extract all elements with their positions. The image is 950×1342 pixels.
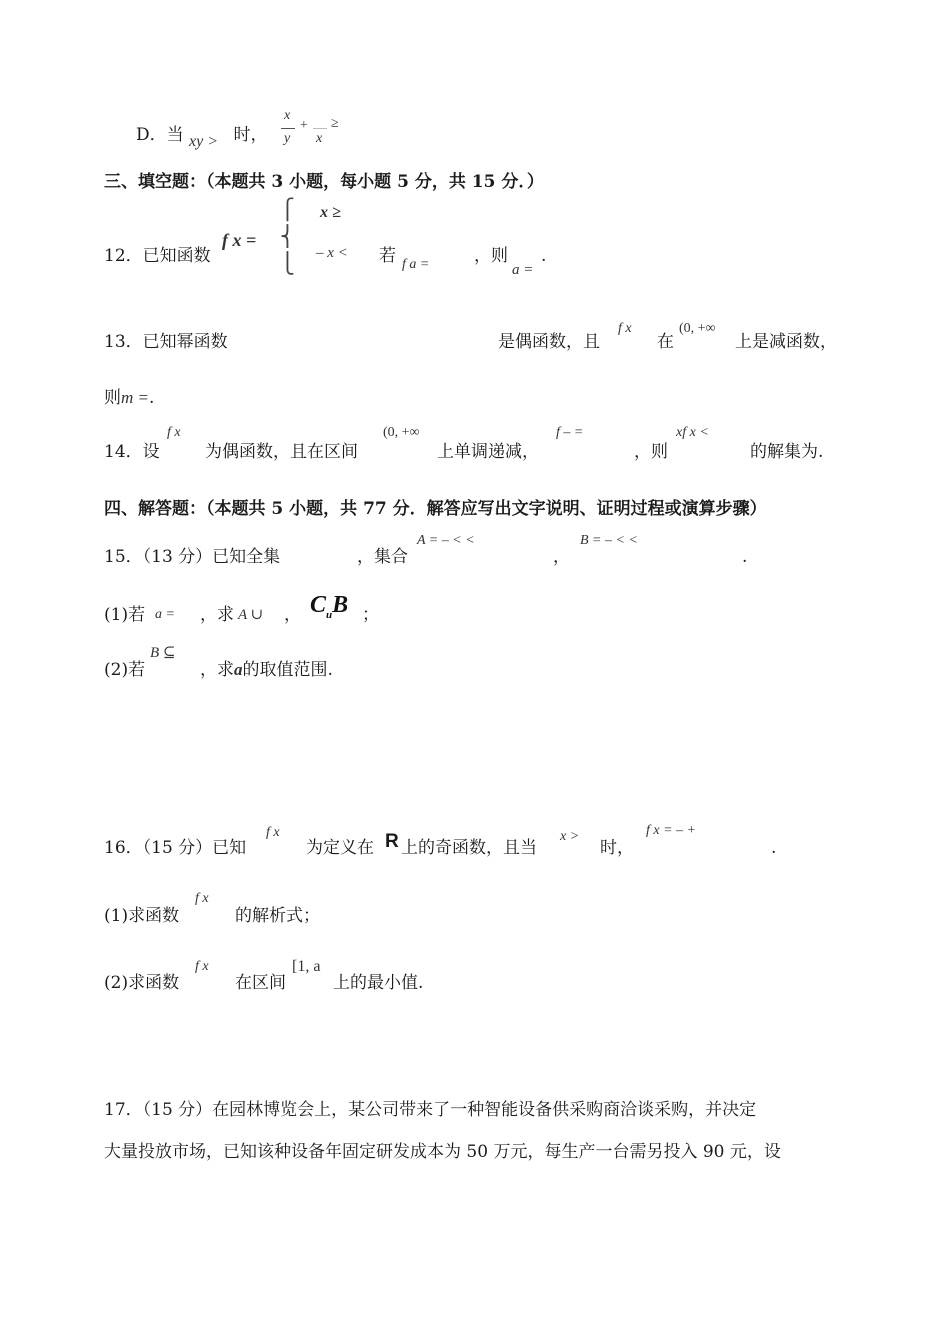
q12-prefix: 12．已知函数 — [104, 246, 211, 266]
q15-setA-label: ，集合 — [357, 547, 408, 567]
q16-p2-suffix: 上的最小值. — [333, 973, 424, 993]
q16-cond: x > — [560, 829, 580, 844]
q16-p2-prefix: (2)求函数 — [104, 973, 180, 993]
option-d-frac-bar — [281, 128, 295, 129]
option-d-frac2-bar — [313, 128, 327, 129]
q15-part1 — [104, 602, 145, 628]
q16-R: R — [385, 831, 399, 852]
q13-in: 在 — [657, 332, 674, 352]
q14-mid2: 上单调递减， — [437, 442, 539, 462]
q15-p2-prefix: (2)若 — [104, 660, 146, 680]
q16-p2-fx: f x — [195, 959, 209, 974]
q15-cub-c: C — [310, 592, 327, 618]
option-d-mid: 时， — [233, 125, 268, 145]
q13-end: . — [149, 388, 155, 408]
q13-fx: f x — [618, 321, 632, 336]
q15-p2-suffix: 的取值范围. — [242, 660, 333, 680]
q15-p1-end: ； — [362, 605, 379, 625]
q16-prefix: 16．（15 分）已知 — [104, 838, 247, 858]
q15-p1-union: A ∪ — [238, 607, 264, 623]
q15-setA: A = – < < — [417, 533, 475, 548]
q15-cub-b: B — [332, 592, 349, 618]
q15-p1-prefix: (1)若 — [104, 605, 146, 625]
q16-mid: 为定义在 — [306, 838, 374, 858]
q12-fa: f a = — [402, 257, 430, 272]
q16-expr: f x = – + — [646, 823, 696, 838]
option-d-label: D．当 — [136, 125, 184, 145]
q13-m: m = — [121, 388, 149, 407]
q16-fx: f x — [266, 825, 280, 840]
q15-p2-a: a — [234, 660, 243, 679]
q12-end: . — [541, 246, 547, 266]
q16-p2-mid: 在区间 — [235, 973, 286, 993]
section-3-title: 三、填空题：（本题共 3 小题，每小题 5 分，共 15 分．） — [104, 172, 544, 192]
q12-fx: f x = — [222, 230, 257, 250]
q14-then: ，则 — [634, 442, 668, 462]
q15-p2-mid: ，求 — [200, 660, 234, 680]
q13-prefix: 13．已知幂函数 — [104, 332, 228, 352]
q15-p2-subset: B ⊆ — [150, 645, 176, 661]
q15-p1-a: a = — [155, 607, 175, 622]
q12-brace: ⎧ ⎨ ⎩ — [280, 197, 295, 275]
q13-suffix: 上是减函数， — [735, 332, 837, 352]
option-d-geq: ≥ — [331, 116, 339, 131]
q16-p1-fx: f x — [195, 891, 209, 906]
option-d-frac2-den: x — [316, 131, 323, 146]
q13-mid: 是偶函数，且 — [498, 332, 600, 352]
q15-p1-mid: ，求 — [200, 605, 234, 625]
option-d-frac-num: x — [284, 108, 291, 123]
q16-p2-interval: [1, a — [292, 958, 321, 975]
option-d-frac-den: y — [284, 131, 291, 146]
q12-a: a = — [512, 262, 534, 278]
q15-setB: B = – < < — [580, 533, 638, 548]
q14-interval: (0, +∞ — [383, 425, 420, 440]
q16-mid3: 时， — [600, 838, 634, 858]
q15-end: . — [742, 547, 748, 567]
option-d — [136, 122, 267, 149]
q15-prefix: 15．（13 分）已知全集 — [104, 547, 281, 567]
q16-p1-prefix: (1)求函数 — [104, 906, 180, 926]
q15-p1-comma: ， — [284, 605, 301, 625]
q13-then: 则 — [104, 388, 121, 408]
q15-cub-sub: u — [326, 608, 333, 621]
q17-line2: 大量投放市场，已知该种设备年固定研发成本为 50 万元，每生产一台需另投入 90 元，设 — [104, 1142, 781, 1162]
q12-if: 若 — [379, 246, 396, 266]
q14-fx: f x — [167, 425, 181, 440]
q13-line2 — [104, 385, 154, 411]
section-4-title: 四、解答题：（本题共 5 小题，共 77 分．解答应写出文字说明、证明过程或演算步骤） — [104, 499, 767, 519]
option-d-plus: + — [299, 118, 309, 133]
option-d-cond: xy > — [189, 133, 219, 150]
q12-case2: – x < — [316, 245, 348, 261]
q16-end: . — [771, 838, 777, 858]
q14-fval: f – = — [556, 425, 584, 440]
q15-cub — [310, 592, 348, 621]
q12-then: ，则 — [474, 246, 508, 266]
q14-mid: 为偶函数，且在区间 — [205, 442, 358, 462]
q16-mid2: 上的奇函数，且当 — [401, 838, 537, 858]
q14-suffix: 的解集为. — [750, 442, 824, 462]
q13-interval: (0, +∞ — [679, 321, 716, 336]
q12-case1: x ≥ — [320, 204, 341, 221]
q14-ineq: xf x < — [676, 425, 709, 440]
q17-line1: 17．（15 分）在园林博览会上，某公司带来了一种智能设备供采购商洽谈采购，并决定 — [104, 1100, 757, 1120]
q16-p1-suffix: 的解析式； — [235, 906, 320, 926]
q15-p2-rest — [200, 657, 333, 683]
q15-sep: ， — [553, 547, 570, 567]
q14-prefix: 14．设 — [104, 442, 160, 462]
